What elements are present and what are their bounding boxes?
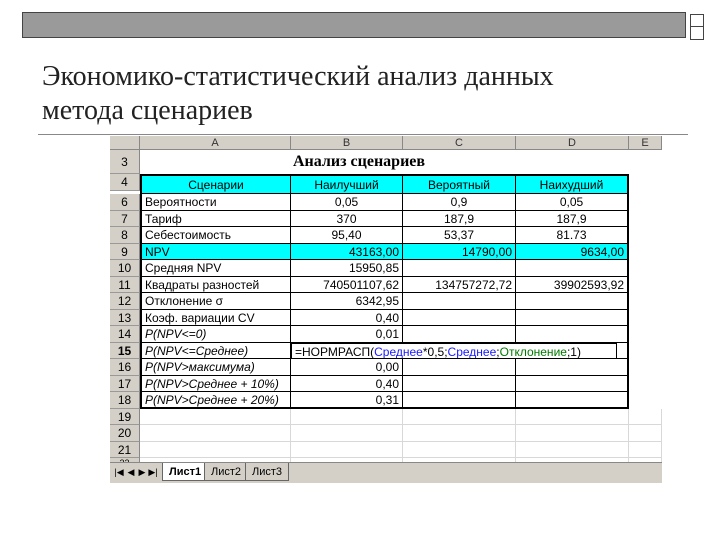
table-cell[interactable]: 370 bbox=[291, 211, 403, 228]
formula-part: *0,5; bbox=[422, 344, 448, 359]
slide-top-bar bbox=[22, 12, 686, 38]
row-header[interactable]: 8 bbox=[110, 227, 140, 244]
table-cell[interactable]: 0,01 bbox=[291, 326, 403, 343]
table-cell[interactable]: 43163,00 bbox=[291, 244, 403, 261]
empty-cell[interactable] bbox=[403, 442, 516, 459]
title-divider bbox=[38, 134, 688, 135]
empty-cell[interactable] bbox=[516, 442, 629, 459]
sheet-tabs-bar bbox=[110, 462, 662, 483]
last-sheet-icon[interactable]: ▶| bbox=[148, 467, 158, 477]
row-header[interactable]: 10 bbox=[110, 260, 140, 277]
tab-sheet1[interactable]: Лист1 bbox=[162, 463, 208, 481]
empty-cell[interactable] bbox=[291, 425, 403, 442]
table-cell[interactable] bbox=[516, 392, 629, 409]
formula-ref-deviation: Отклонение bbox=[499, 344, 567, 359]
table-cell[interactable]: 187,9 bbox=[516, 211, 629, 228]
table-cell[interactable]: 15950,85 bbox=[291, 260, 403, 277]
row-header[interactable]: 19 bbox=[110, 409, 140, 426]
header-cell-worst[interactable]: Наихудший bbox=[516, 174, 629, 194]
table-cell[interactable] bbox=[403, 392, 516, 409]
slide-title-line2: метода сценариев bbox=[42, 95, 253, 126]
table-cell[interactable]: Тариф bbox=[140, 211, 291, 228]
table-cell[interactable]: 39902593,92 bbox=[516, 277, 629, 294]
table-cell[interactable]: P(NPV<=Среднее) bbox=[140, 343, 291, 360]
empty-cell[interactable] bbox=[140, 409, 291, 426]
row-header[interactable]: 7 bbox=[110, 211, 140, 228]
column-header-e[interactable]: E bbox=[629, 136, 662, 150]
header-cell-best[interactable]: Наилучший bbox=[291, 174, 403, 194]
column-header-d[interactable]: D bbox=[516, 136, 629, 150]
row-header[interactable]: 20 bbox=[110, 425, 140, 442]
empty-cell[interactable] bbox=[403, 425, 516, 442]
spreadsheet[interactable] bbox=[110, 136, 662, 482]
next-sheet-icon[interactable]: ▶ bbox=[138, 467, 146, 477]
table-cell[interactable] bbox=[516, 326, 629, 343]
sheet-title: Анализ сценариев bbox=[293, 153, 426, 170]
formula-function: =НОРМРАСП( bbox=[295, 344, 375, 359]
table-cell[interactable] bbox=[516, 260, 629, 277]
empty-cell[interactable] bbox=[140, 442, 291, 459]
table-cell[interactable]: 0,05 bbox=[516, 194, 629, 211]
table-cell[interactable] bbox=[403, 310, 516, 327]
empty-cell[interactable] bbox=[291, 442, 403, 459]
table-cell[interactable] bbox=[403, 293, 516, 310]
row-header[interactable]: 17 bbox=[110, 376, 140, 393]
corner-square bbox=[690, 26, 704, 40]
table-cell[interactable]: P(NPV<=0) bbox=[140, 326, 291, 343]
select-all-corner[interactable] bbox=[110, 136, 140, 150]
formula-cell[interactable] bbox=[291, 343, 617, 360]
table-cell[interactable]: NPV bbox=[140, 244, 291, 261]
prev-sheet-icon[interactable]: ◀ bbox=[127, 467, 135, 477]
empty-cell[interactable] bbox=[516, 409, 629, 426]
table-cell[interactable] bbox=[516, 359, 629, 376]
row-header[interactable]: 9 bbox=[110, 244, 140, 261]
row-header[interactable]: 11 bbox=[110, 277, 140, 294]
table-cell[interactable]: P(NPV>максимума) bbox=[140, 359, 291, 376]
table-cell[interactable]: Себестоимость bbox=[140, 227, 291, 244]
table-cell[interactable]: P(NPV>Среднее + 10%) bbox=[140, 376, 291, 393]
table-cell[interactable] bbox=[403, 359, 516, 376]
table-cell[interactable]: 0,31 bbox=[291, 392, 403, 409]
table-cell[interactable] bbox=[403, 376, 516, 393]
table-cell[interactable]: 95,40 bbox=[291, 227, 403, 244]
column-header-b[interactable]: B bbox=[291, 136, 403, 150]
empty-cell[interactable] bbox=[140, 425, 291, 442]
table-cell[interactable]: 134757272,72 bbox=[403, 277, 516, 294]
row-header[interactable]: 3 bbox=[110, 150, 140, 174]
table-cell[interactable]: P(NPV>Среднее + 20%) bbox=[140, 392, 291, 409]
table-cell[interactable] bbox=[516, 376, 629, 393]
table-cell[interactable]: 0,40 bbox=[291, 376, 403, 393]
table-cell[interactable] bbox=[516, 293, 629, 310]
row-header-active[interactable]: 15 bbox=[110, 343, 140, 360]
column-header-a[interactable]: A bbox=[140, 136, 291, 150]
table-cell[interactable] bbox=[403, 260, 516, 277]
table-cell[interactable] bbox=[516, 310, 629, 327]
row-header[interactable]: 4 bbox=[110, 174, 140, 191]
empty-cell[interactable] bbox=[629, 409, 662, 426]
table-cell[interactable]: Квадраты разностей bbox=[140, 277, 291, 294]
column-header-c[interactable]: C bbox=[403, 136, 516, 150]
table-cell[interactable]: 0,00 bbox=[291, 359, 403, 376]
empty-cell[interactable] bbox=[629, 442, 662, 459]
row-header[interactable]: 18 bbox=[110, 392, 140, 409]
row-header[interactable]: 6 bbox=[110, 194, 140, 211]
table-cell[interactable]: 9634,00 bbox=[516, 244, 629, 261]
table-cell[interactable]: 14790,00 bbox=[403, 244, 516, 261]
empty-cell[interactable] bbox=[516, 425, 629, 442]
row-header[interactable]: 13 bbox=[110, 310, 140, 327]
table-cell[interactable]: Вероятности bbox=[140, 194, 291, 211]
table-cell[interactable]: 0,9 bbox=[403, 194, 516, 211]
slide-title-line1: Экономико-статистический анализ данных bbox=[42, 61, 554, 92]
formula-ref-mean: Среднее bbox=[374, 344, 423, 359]
table-cell[interactable]: Коэф. вариации CV bbox=[140, 310, 291, 327]
table-cell[interactable]: 187,9 bbox=[403, 211, 516, 228]
row-header[interactable]: 16 bbox=[110, 359, 140, 376]
empty-cell[interactable] bbox=[403, 409, 516, 426]
first-sheet-icon[interactable]: |◀ bbox=[114, 467, 124, 477]
tab-sheet3[interactable]: Лист3 bbox=[245, 463, 289, 481]
header-cell-scenarios[interactable]: Сценарии bbox=[140, 174, 291, 194]
row-header[interactable]: 12 bbox=[110, 293, 140, 310]
tab-sheet2[interactable]: Лист2 bbox=[204, 463, 248, 481]
table-cell[interactable]: 6342,95 bbox=[291, 293, 403, 310]
table-cell[interactable] bbox=[403, 326, 516, 343]
table-cell[interactable]: 53,37 bbox=[403, 227, 516, 244]
row-header[interactable]: 14 bbox=[110, 326, 140, 343]
formula-ref-mean: Среднее bbox=[447, 344, 497, 359]
empty-cell[interactable] bbox=[629, 425, 662, 442]
empty-cell[interactable] bbox=[291, 409, 403, 426]
table-cell[interactable]: 0,40 bbox=[291, 310, 403, 327]
table-cell[interactable]: Отклонение σ bbox=[140, 293, 291, 310]
table-cell[interactable]: 0,05 bbox=[291, 194, 403, 211]
table-cell[interactable]: 81.73 bbox=[516, 227, 629, 244]
table-cell[interactable]: Средняя NPV bbox=[140, 260, 291, 277]
table-cell[interactable]: 740501107,62 bbox=[291, 277, 403, 294]
slide-title bbox=[42, 60, 642, 128]
row-header[interactable]: 21 bbox=[110, 442, 140, 459]
formula-separator: ; bbox=[496, 344, 500, 359]
formula-end: ;1) bbox=[566, 344, 581, 359]
header-cell-probable[interactable]: Вероятный bbox=[403, 174, 516, 194]
